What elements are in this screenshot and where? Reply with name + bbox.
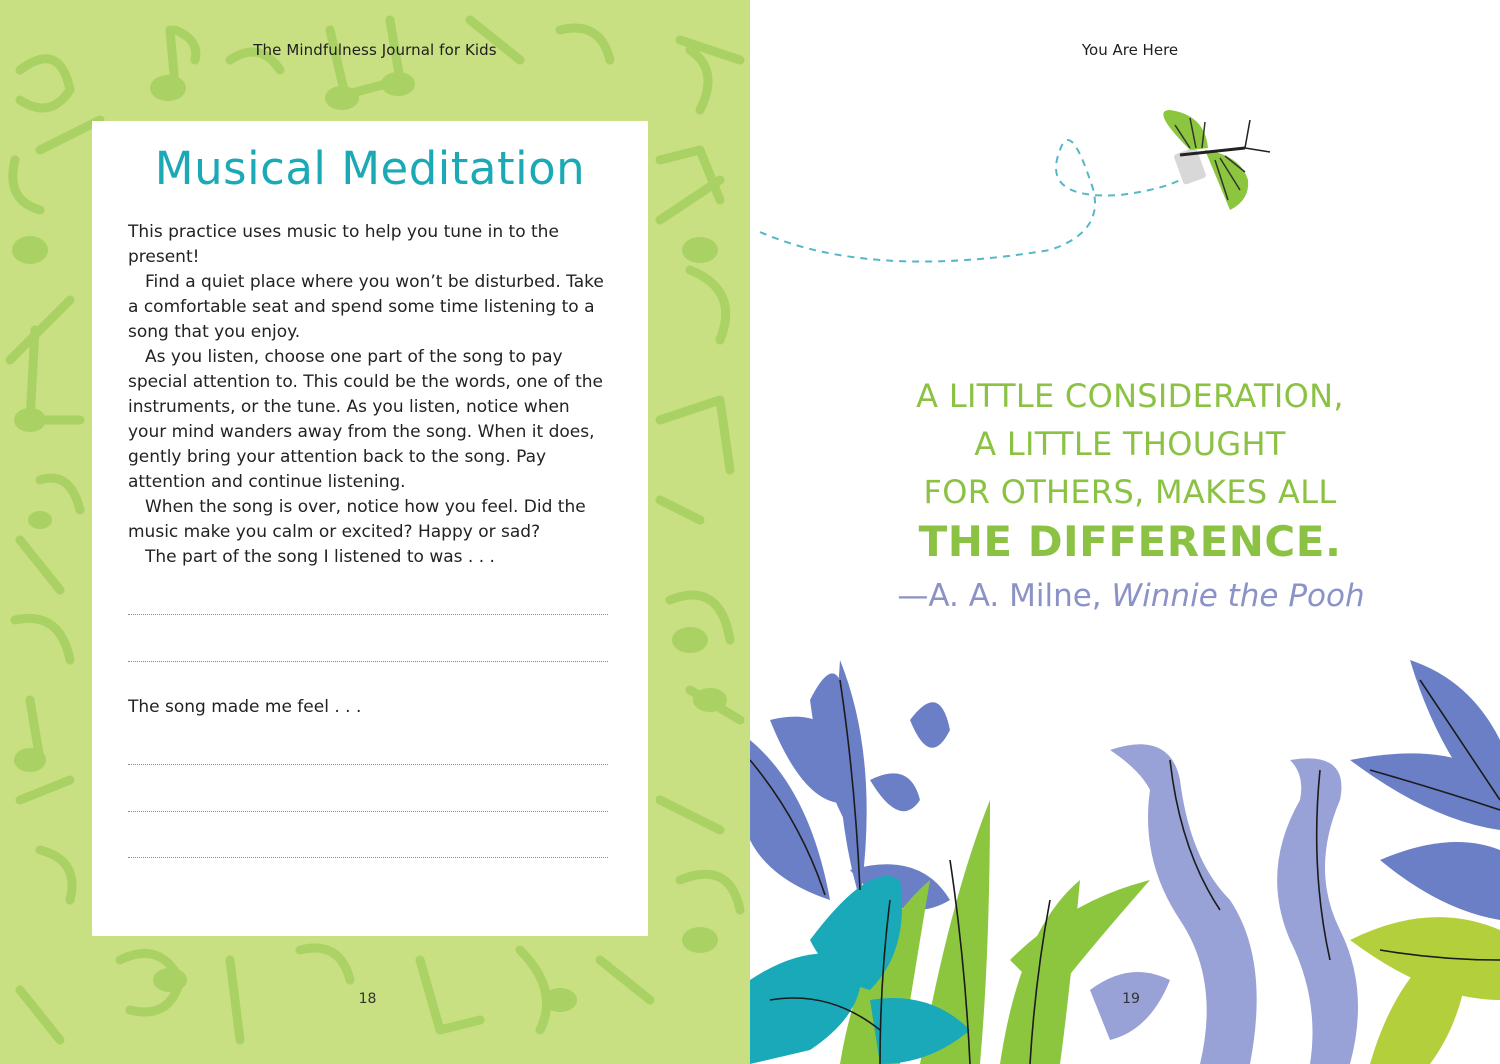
writing-line[interactable] — [128, 764, 608, 765]
writing-line[interactable] — [128, 857, 608, 858]
quote-line: FOR OTHERS, MAKES ALL — [923, 473, 1337, 511]
paragraph: This practice uses music to help you tune in to the present! — [128, 222, 559, 267]
writing-line[interactable] — [128, 614, 608, 615]
paragraph: As you listen, choose one part of the song to pay special attention to. This could be the words, one of the instruments, or the tune. As you listen, notice when your mind wanders away from the song. When it does, gently bring your attention back to the song. Pay attention and continue listening. — [128, 347, 603, 492]
leaves-illustration — [750, 0, 1500, 1064]
page-number: 19 — [1122, 991, 1140, 1007]
writing-prompt: The part of the song I listened to was . . . — [145, 547, 495, 567]
writing-prompt: The song made me feel . . . — [128, 697, 362, 717]
right-page — [750, 0, 1500, 1064]
running-head: The Mindfulness Journal for Kids — [253, 41, 497, 59]
paragraph: Find a quiet place where you won’t be disturbed. Take a comfortable seat and spend some time listening to a song that you enjoy. — [128, 272, 604, 342]
page-title: Musical Meditation — [154, 142, 586, 195]
quote-emphasis: THE DIFFERENCE. — [918, 517, 1342, 566]
writing-line[interactable] — [128, 811, 608, 812]
page-number: 18 — [358, 991, 377, 1007]
attribution-author: —A. A. Milne, — [897, 578, 1112, 614]
paragraph: When the song is over, notice how you feel. Did the music make you calm or excited? Happy or sad? — [128, 497, 586, 542]
writing-line[interactable] — [128, 661, 608, 662]
attribution-work: Winnie the Pooh — [1111, 578, 1365, 614]
quote-line: A LITTLE THOUGHT — [974, 425, 1286, 463]
running-head: You Are Here — [1081, 41, 1179, 59]
instructions-text — [128, 220, 608, 570]
quote-line: A LITTLE CONSIDERATION, — [916, 377, 1344, 415]
